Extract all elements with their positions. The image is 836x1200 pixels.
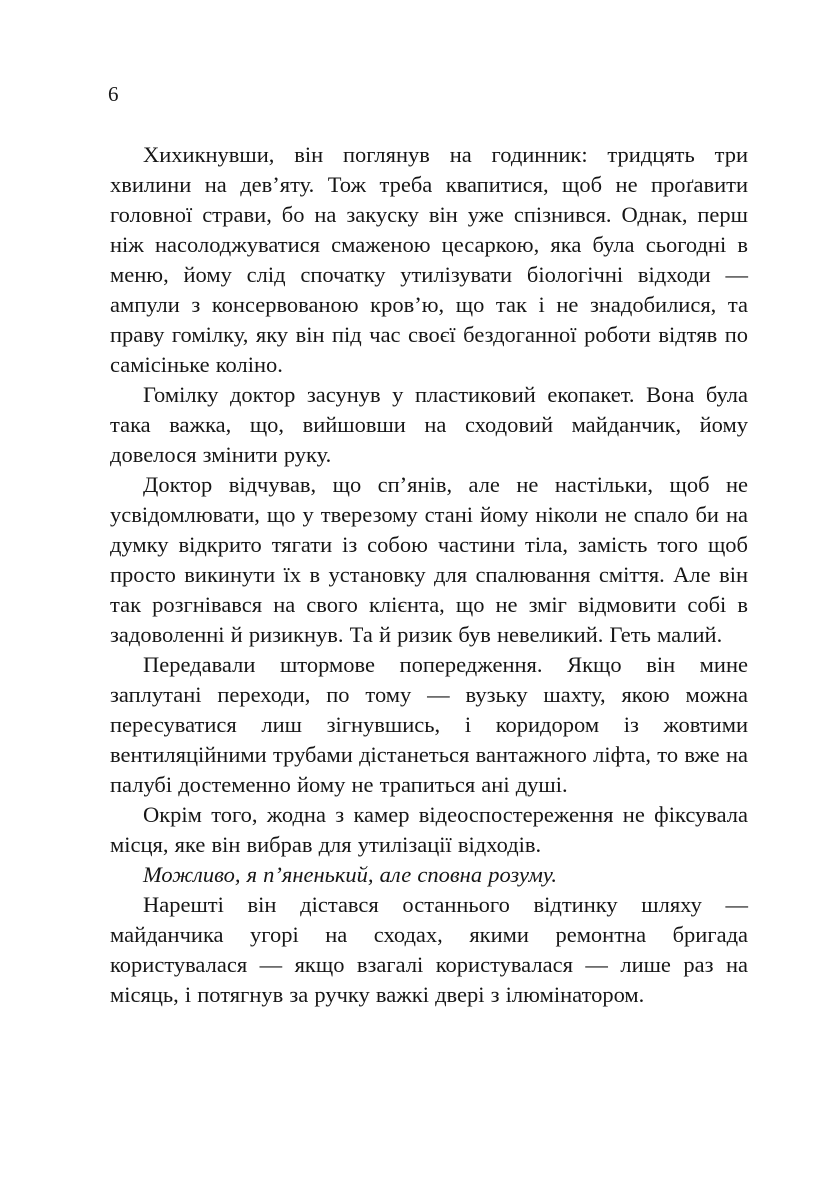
paragraph: Нарешті він дістався останнього відтинку шляху — майданчика угорі на сходах, якими ремонтна бригада користувалася — якщо взагалі користувалася — лише раз на місяць, і потягнув за ручку важкі двері з ілюмінатором. xyxy=(110,892,748,1007)
paragraph: Хихикнувши, він поглянув на годинник: тридцять три хвилини на дев’яту. Тож треба квапитися, щоб не проґавити головної страви, бо на закуску він уже спізнився. Однак, перш ніж насолоджуватися смаженою цесаркою, яка була сьогодні в меню, йому слід спочатку утилізувати біологічні відходи — ампули з консервованою кров’ю, що так і не знадобилися, та праву гомілку, яку він під час своєї бездоганної роботи відтяв по самісіньке коліно. xyxy=(110,142,748,377)
paragraph: Окрім того, жодна з камер відеоспостереження не фіксувала місця, яке він вибрав для утилізації відходів. xyxy=(110,802,748,857)
page-number: 6 xyxy=(108,82,119,106)
paragraph: Доктор відчував, що сп’янів, але не настільки, щоб не усвідомлювати, що у тверезому стані йому ніколи не спало би на думку відкрито тягати із собою частини тіла, замість того щоб просто викинути їх в установку для спалювання сміття. Але він так розгнівався на свого клієнта, що не зміг відмовити собі в задоволенні й ризикнув. Та й ризик був невеликий. Геть малий. xyxy=(110,472,748,647)
page-content xyxy=(110,140,748,1010)
paragraph: Передавали штормове попередження. Якщо він мине заплутані переходи, по тому — вузьку шахту, якою можна пересуватися лиш зігнувшись, і коридором із жовтими вентиляційними трубами дістанеться вантажного ліфта, то вже на палубі достеменно йому не трапиться ані душі. xyxy=(110,652,748,797)
paragraph: Гомілку доктор засунув у пластиковий екопакет. Вона була така важка, що, вийшовши на сходовий майданчик, йому довелося змінити руку. xyxy=(110,382,748,467)
paragraph: Можливо, я п’яненький, але сповна розуму. xyxy=(143,862,558,887)
